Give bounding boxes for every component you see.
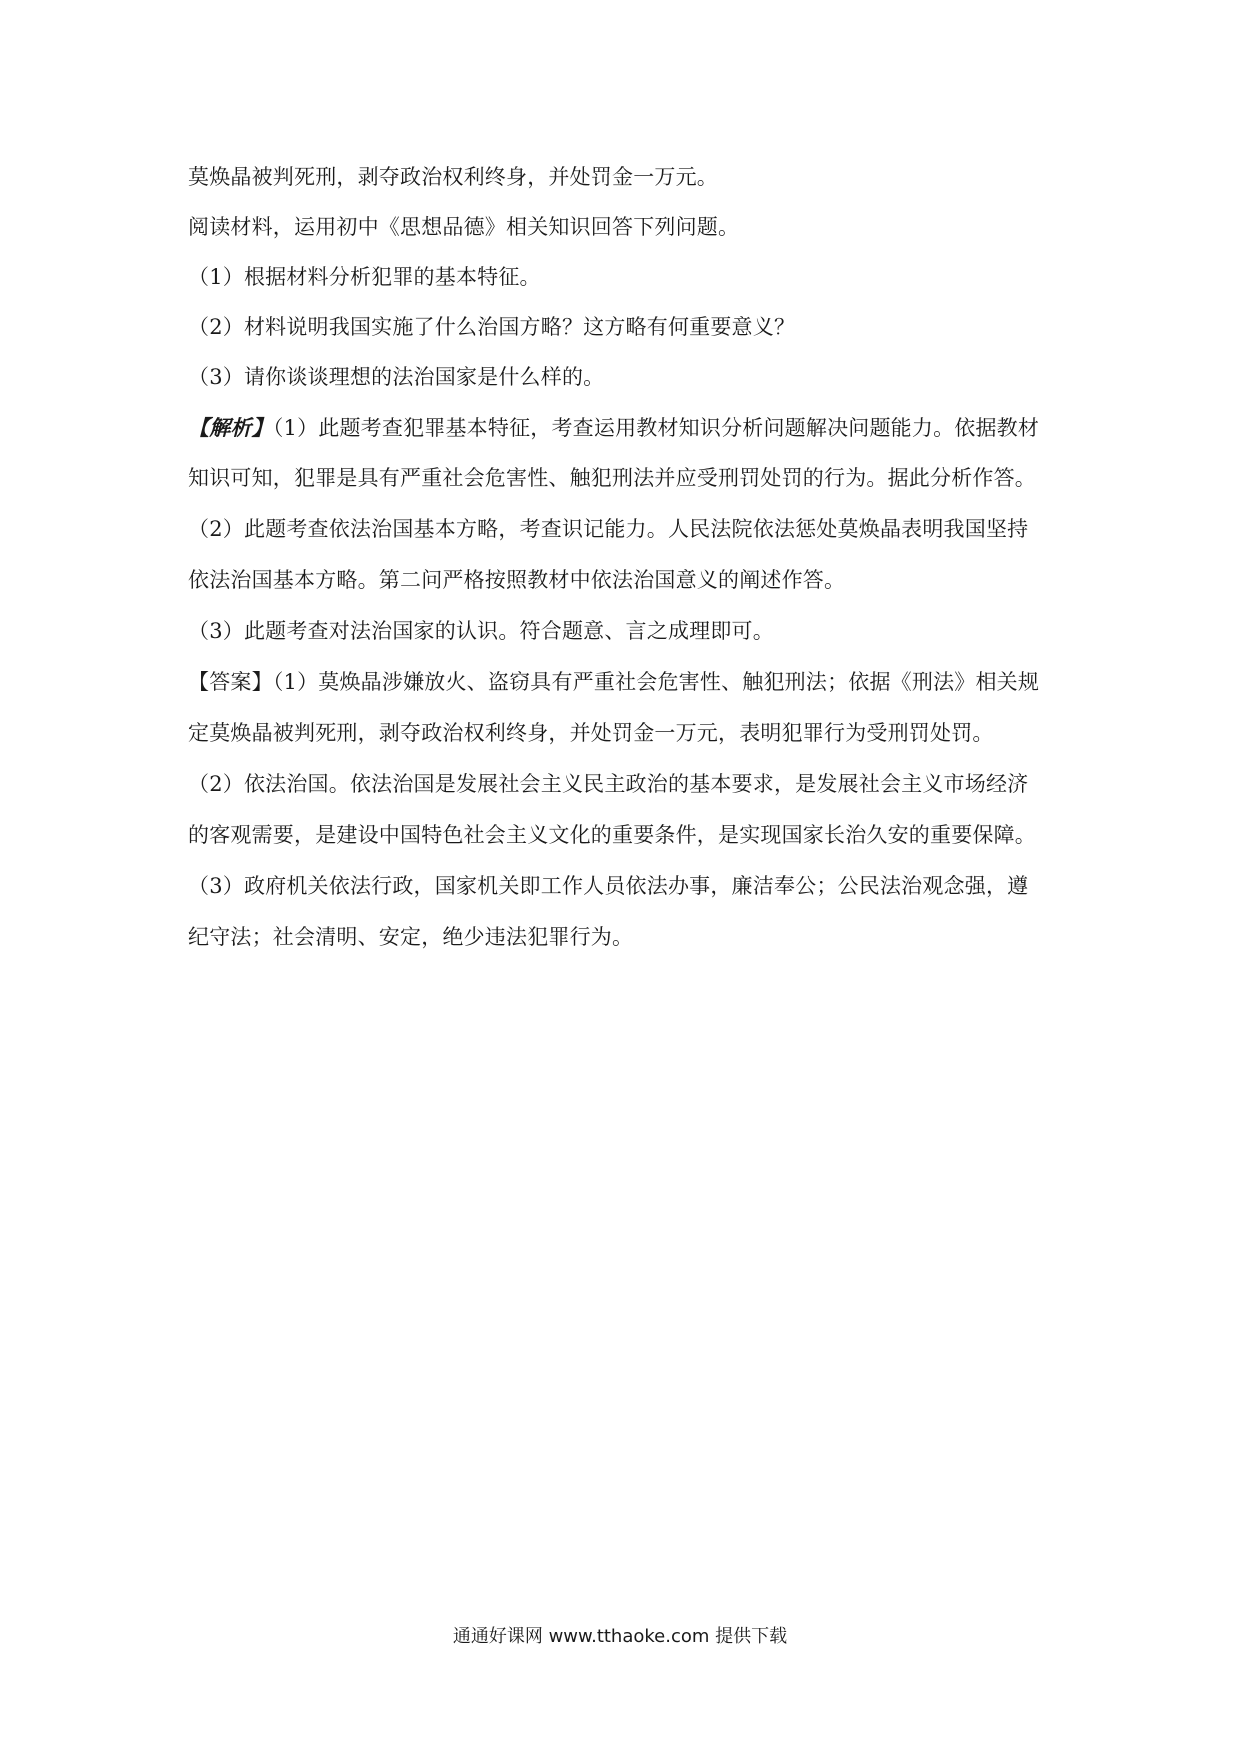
answer-line: 的客观需要，是建设中国特色社会主义文化的重要条件，是实现国家长治久安的重要保障。 (188, 823, 1036, 847)
answer-line: 纪守法；社会清明、安定，绝少违法犯罪行为。 (188, 925, 634, 949)
answer-line: （3）政府机关依法行政，国家机关即工作人员依法办事，廉洁奉公；公民法治观念强，遵 (188, 874, 1029, 898)
question-item: （3）请你谈谈理想的法治国家是什么样的。 (188, 365, 605, 389)
text-line: 莫焕晶被判死刑，剥夺政治权利终身，并处罚金一万元。 (188, 165, 718, 189)
page-footer: 通通好课网 www.tthaoke.com 提供下载 (452, 1626, 788, 1647)
analysis-first-line (188, 402, 1058, 453)
analysis-line: 依法治国基本方略。第二问严格按照教材中依法治国意义的阐述作答。 (188, 568, 846, 592)
answer-line: 定莫焕晶被判死刑，剥夺政治权利终身，并处罚金一万元，表明犯罪行为受刑罚处罚。 (188, 721, 994, 745)
analysis-text: （1）此题考查犯罪基本特征，考查运用教材知识分析问题解决问题能力。依据教材 (272, 416, 1040, 440)
answer-text: （1）莫焕晶涉嫌放火、盗窃具有严重社会危害性、触犯刑法；依据《刑法》相关规 (272, 670, 1040, 694)
analysis-line: 知识可知，犯罪是具有严重社会危害性、触犯刑法并应受刑罚处罚的行为。据此分析作答。 (188, 466, 1036, 490)
analysis-line: （3）此题考查对法治国家的认识。符合题意、言之成理即可。 (188, 619, 774, 643)
analysis-line: （2）此题考查依法治国基本方略，考查识记能力。人民法院依法惩处莫焕晶表明我国坚持 (188, 517, 1029, 541)
analysis-tag: 【解析】 (188, 415, 273, 440)
answer-line: （2）依法治国。依法治国是发展社会主义民主政治的基本要求，是发展社会主义市场经济 (188, 772, 1029, 796)
answer-tag: 【答案】 (188, 670, 273, 694)
text-line: 阅读材料，运用初中《思想品德》相关知识回答下列问题。 (188, 215, 740, 239)
question-item: （2）材料说明我国实施了什么治国方略？这方略有何重要意义？ (188, 315, 796, 339)
document-body (188, 152, 1058, 963)
answer-first-line (188, 657, 1058, 708)
question-item: （1）根据材料分析犯罪的基本特征。 (188, 265, 541, 289)
